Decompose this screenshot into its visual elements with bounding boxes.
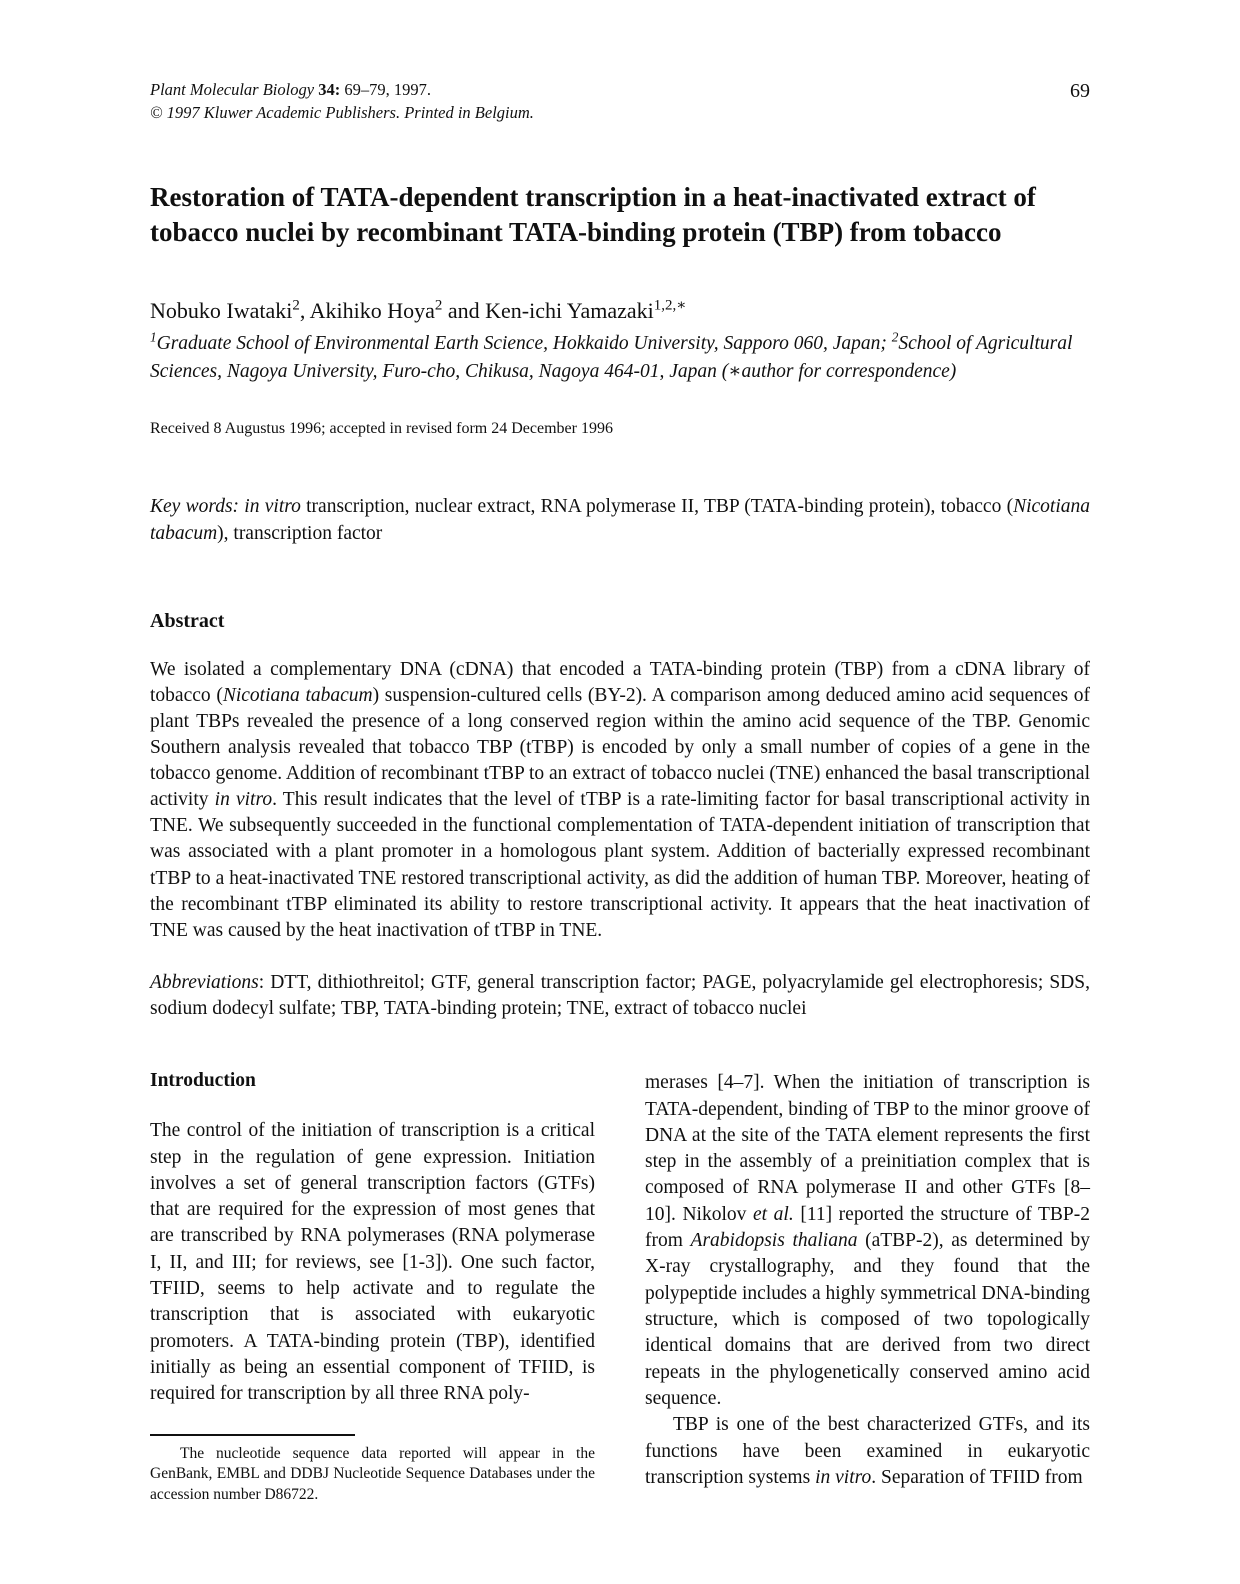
page-header bbox=[150, 78, 1090, 124]
footnote-text: The nucleotide sequence data reported will appear in the GenBank, EMBL and DDBJ Nucleotide Sequence Databases under the accession number D86722. bbox=[150, 1444, 595, 1503]
received-line: Received 8 Augustus 1996; accepted in revised form 24 December 1996 bbox=[150, 419, 613, 437]
abstract-heading: Abstract bbox=[150, 609, 225, 632]
introduction-paragraph: The control of the initiation of transcription is a critical step in the regulation of gene expression. Initiation involves a set of general transcription factors (GTFs) that are required for the expression of most genes that are transcribed by RNA polymerases (RNA polymerase I, II, and III; for reviews, see [1-3]). One such factor, TFIID, seems to help activate and to regulate the transcription that is associated with eukaryotic promoters. A TATA-binding protein (TBP), identified initially as being an essential component of TFIID, is required for transcription by all three RNA poly- bbox=[150, 1120, 595, 1405]
article-title: Restoration of TATA-dependent transcription in a heat-inactivated extract of tobacco nuclei by recombinant TATA-binding protein (TBP) from tobacco bbox=[150, 182, 1036, 248]
footnote bbox=[150, 1434, 595, 1505]
page-number: 69 bbox=[1070, 80, 1090, 102]
copyright-line: © 1997 Kluwer Academic Publishers. Printed in Belgium. bbox=[150, 103, 534, 123]
authors-line: Nobuko Iwataki$^2$, Akihiko Hoya$^2$ and Ken-ichi Yamazaki$^{1,2,∗}$ bbox=[150, 298, 687, 324]
left-column bbox=[150, 1070, 595, 1505]
affiliations: $^1$Graduate School of Environmental Earth Science, Hokkaido University, Sapporo 060, Japan; $^2$School of Agricultural Sciences, Nagoya University, Furo-cho, Chikusa, Nagoya 464-01, Japan (∗author for correspondence) bbox=[150, 329, 1073, 383]
right-paragraph-1: merases [4–7]. When the initiation of transcription is TATA-dependent, binding of TBP to the minor groove of DNA at the site of the TATA element represents the first step in the assembly of a preinitiation complex that is composed of RNA polymerase II and other GTFs [8–10]. Nikolov et al. [11] reported the structure of TBP-2 from Arabidopsis thaliana (aTBP-2), as determined by X-ray crystallography, and they found that the polypeptide includes a highly symmetrical DNA-binding structure, which is composed of two topologically identical domains that are derived from two direct repeats in the phylogenetically conserved amino acid sequence. bbox=[645, 1072, 1090, 1409]
keywords-paragraph: Key words: in vitro transcription, nuclear extract, RNA polymerase II, TBP (TATA-binding protein), tobacco (Nicotiana tabacum), transcription factor bbox=[150, 495, 1090, 544]
introduction-heading: Introduction bbox=[150, 1070, 256, 1092]
journal-header-block bbox=[150, 78, 534, 124]
abstract-text: We isolated a complementary DNA (cDNA) that encoded a TATA-binding protein (TBP) from a cDNA library of tobacco (Nicotiana tabacum) suspension-cultured cells (BY-2). A comparison among deduced amino acid sequences of plant TBPs revealed the presence of a long conserved region within the amino acid sequence of the TBP. Genomic Southern analysis revealed that tobacco TBP (tTBP) is encoded by only a small number of copies of a gene in the tobacco genome. Addition of recombinant tTBP to an extract of tobacco nuclei (TNE) enhanced the basal transcriptional activity in vitro. This result indicates that the level of tTBP is a rate-limiting factor for basal transcriptional activity in TNE. We subsequently succeeded in the functional complementation of TATA-dependent initiation of transcription that was associated with a plant promoter in a homologous plant system. Addition of bacterially expressed recombinant tTBP to a heat-inactivated TNE restored transcriptional activity, as did the addition of human TBP. Moreover, heating of the recombinant tTBP eliminated its ability to restore transcriptional activity. It appears that the heat inactivation of TNE was caused by the heat inactivation of tTBP in TNE. bbox=[150, 658, 1090, 941]
footnote-rule bbox=[150, 1434, 355, 1436]
journal-citation: Plant Molecular Biology 34: 69–79, 1997. bbox=[150, 80, 431, 99]
abbreviations-paragraph: Abbreviations: DTT, dithiothreitol; GTF, general transcription factor; PAGE, polyacrylamide gel electrophoresis; SDS, sodium dodecyl sulfate; TBP, TATA-binding protein; TNE, extract of tobacco nuclei bbox=[150, 971, 1090, 1020]
two-column-section bbox=[150, 1070, 1090, 1505]
right-paragraph-2: TBP is one of the best characterized GTFs, and its functions have been examined in eukaryotic transcription systems in vitro. Separation of TFIID from bbox=[645, 1414, 1090, 1488]
right-column bbox=[645, 1070, 1090, 1505]
